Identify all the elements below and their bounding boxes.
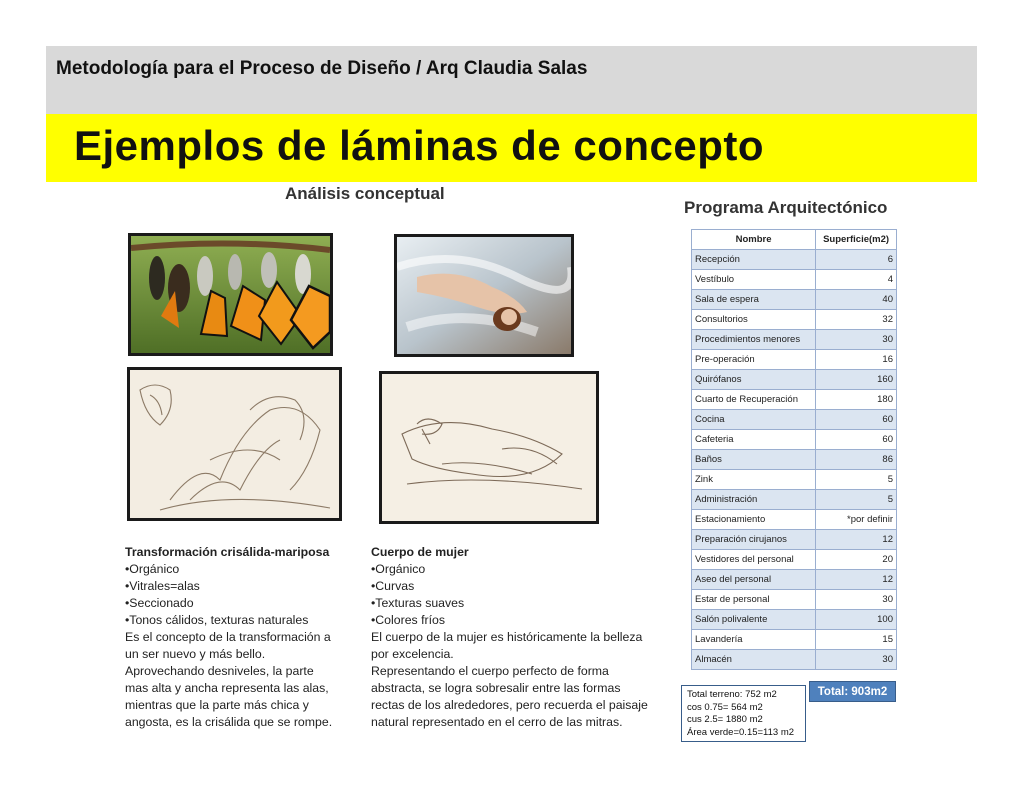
chrysalis-line: Aprovechando desniveles, la parte <box>125 664 314 678</box>
slide-header <box>46 46 977 114</box>
room-name-cell: Baños <box>692 450 816 470</box>
chrysalis-sketch <box>127 367 342 521</box>
room-area-cell: 180 <box>816 390 897 410</box>
woman-heading: Cuerpo de mujer <box>371 545 469 559</box>
table-row <box>692 650 897 670</box>
room-name-cell: Lavandería <box>692 630 816 650</box>
room-area-cell: 6 <box>816 250 897 270</box>
table-row <box>692 330 897 350</box>
table-row <box>692 610 897 630</box>
room-name-cell: Vestíbulo <box>692 270 816 290</box>
woman-bullet: •Curvas <box>371 579 415 593</box>
room-area-cell: 40 <box>816 290 897 310</box>
table-row <box>692 390 897 410</box>
woman-sketch <box>379 371 599 524</box>
table-header-row <box>692 230 897 250</box>
room-name-cell: Preparación cirujanos <box>692 530 816 550</box>
table-row <box>692 530 897 550</box>
column-header-area: Superficie(m2) <box>816 230 897 250</box>
table-row <box>692 630 897 650</box>
table-row <box>692 250 897 270</box>
room-name-cell: Sala de espera <box>692 290 816 310</box>
column-header-name: Nombre <box>692 230 816 250</box>
table-row <box>692 270 897 290</box>
chrysalis-bullet: •Seccionado <box>125 596 194 610</box>
chrysalis-bullet: •Orgánico <box>125 562 180 576</box>
table-row <box>692 350 897 370</box>
room-area-cell: 5 <box>816 490 897 510</box>
room-name-cell: Procedimientos menores <box>692 330 816 350</box>
land-summary-line: Área verde=0.15=113 m2 <box>687 726 795 738</box>
table-row <box>692 570 897 590</box>
woman-line: rectas de los alrededores, pero recuerda el paisaje <box>371 698 648 712</box>
room-name-cell: Estar de personal <box>692 590 816 610</box>
room-area-cell: 100 <box>816 610 897 630</box>
table-row <box>692 290 897 310</box>
room-name-cell: Vestidores del personal <box>692 550 816 570</box>
room-area-cell: 30 <box>816 590 897 610</box>
banner-title: Ejemplos de láminas de concepto <box>74 122 765 169</box>
woman-painting <box>394 234 574 357</box>
table-row <box>692 550 897 570</box>
header-title: Metodología para el Proceso de Diseño / Arq Claudia Salas <box>56 58 588 79</box>
woman-line: por excelencia. <box>371 647 454 661</box>
table-row <box>692 590 897 610</box>
room-area-cell: *por definir <box>816 510 897 530</box>
program-title: Programa Arquitectónico <box>684 198 888 217</box>
room-name-cell: Cafeteria <box>692 430 816 450</box>
room-area-cell: 30 <box>816 330 897 350</box>
woman-bullet: •Orgánico <box>371 562 426 576</box>
room-name-cell: Quirófanos <box>692 370 816 390</box>
land-summary-line: Total terreno: 752 m2 <box>687 689 777 700</box>
table-row <box>692 470 897 490</box>
woman-line: Representando el cuerpo perfecto de forma <box>371 664 609 678</box>
butterfly-image <box>131 236 330 353</box>
room-area-cell: 4 <box>816 270 897 290</box>
room-name-cell: Pre-operación <box>692 350 816 370</box>
chrysalis-bullet: •Vitrales=alas <box>125 579 200 593</box>
room-area-cell: 12 <box>816 530 897 550</box>
butterfly-photo <box>128 233 333 356</box>
slide-banner <box>46 114 977 182</box>
room-name-cell: Zink <box>692 470 816 490</box>
room-name-cell: Aseo del personal <box>692 570 816 590</box>
land-summary-line: cos 0.75= 564 m2 <box>687 701 763 713</box>
room-area-cell: 20 <box>816 550 897 570</box>
room-area-cell: 86 <box>816 450 897 470</box>
woman-description <box>371 544 671 731</box>
chrysalis-line: mas alta y ancha representa las alas, <box>125 681 329 695</box>
room-area-cell: 15 <box>816 630 897 650</box>
room-name-cell: Consultorios <box>692 310 816 330</box>
table-row <box>692 370 897 390</box>
program-table-body <box>692 250 897 670</box>
room-name-cell: Almacén <box>692 650 816 670</box>
room-name-cell: Cocina <box>692 410 816 430</box>
woman-line: natural representado en el cerro de las mitras. <box>371 715 623 729</box>
table-row <box>692 310 897 330</box>
room-area-cell: 16 <box>816 350 897 370</box>
program-table <box>691 229 897 670</box>
room-area-cell: 60 <box>816 430 897 450</box>
woman-line: abstracta, se logra sobresalir entre las formas <box>371 681 621 695</box>
chrysalis-description <box>125 544 350 731</box>
room-area-cell: 5 <box>816 470 897 490</box>
woman-sketch-drawing <box>382 374 596 521</box>
room-area-cell: 60 <box>816 410 897 430</box>
total-area-badge: Total: 903m2 <box>809 681 896 702</box>
room-area-cell: 12 <box>816 570 897 590</box>
chrysalis-heading: Transformación crisálida-mariposa <box>125 545 330 559</box>
table-row <box>692 410 897 430</box>
table-row <box>692 430 897 450</box>
room-name-cell: Estacionamiento <box>692 510 816 530</box>
woman-bullet: •Colores fríos <box>371 613 446 627</box>
room-area-cell: 32 <box>816 310 897 330</box>
room-name-cell: Cuarto de Recuperación <box>692 390 816 410</box>
room-name-cell: Salón polivalente <box>692 610 816 630</box>
chrysalis-sketch-drawing <box>130 370 339 518</box>
table-row <box>692 450 897 470</box>
room-name-cell: Administración <box>692 490 816 510</box>
chrysalis-line: un ser nuevo y más bello. <box>125 647 266 661</box>
land-summary-box <box>681 685 806 742</box>
woman-bullet: •Texturas suaves <box>371 596 465 610</box>
chrysalis-line: angosta, es la crisálida que se rompe. <box>125 715 333 729</box>
land-summary-line: cus 2.5= 1880 m2 <box>687 714 763 725</box>
woman-line: El cuerpo de la mujer es históricamente la belleza <box>371 630 643 644</box>
room-name-cell: Recepción <box>692 250 816 270</box>
analysis-title: Análisis conceptual <box>285 184 445 203</box>
chrysalis-bullet: •Tonos cálidos, texturas naturales <box>125 613 309 627</box>
room-area-cell: 160 <box>816 370 897 390</box>
woman-image <box>397 237 571 354</box>
table-row <box>692 510 897 530</box>
chrysalis-line: mientras que la parte más chica y <box>125 698 309 712</box>
chrysalis-line: Es el concepto de la transformación a <box>125 630 331 644</box>
room-area-cell: 30 <box>816 650 897 670</box>
table-row <box>692 490 897 510</box>
